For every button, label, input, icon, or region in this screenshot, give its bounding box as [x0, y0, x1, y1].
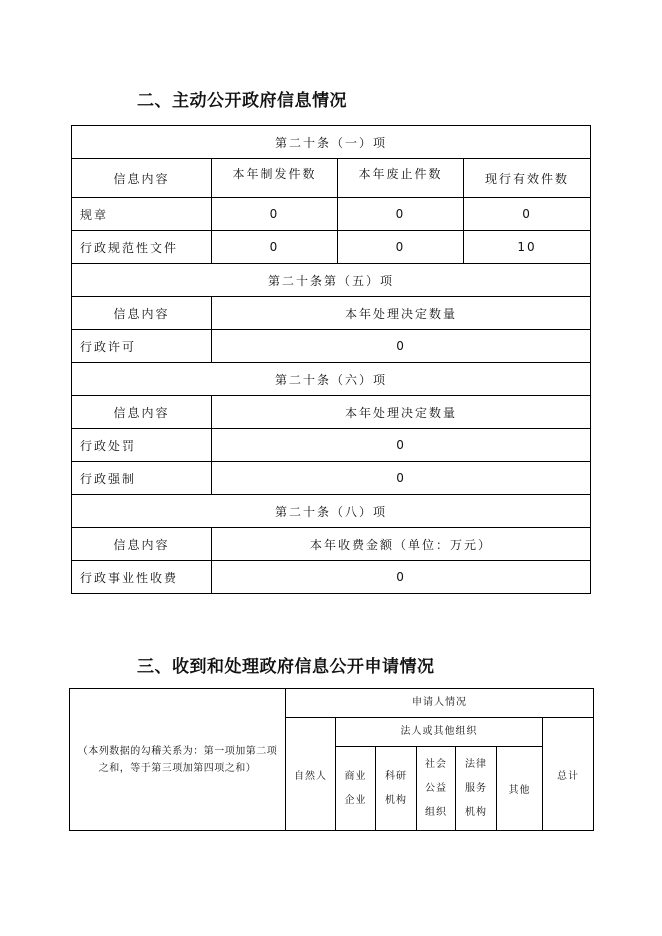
applicant-header: 申请人情况 [286, 689, 594, 718]
social-welfare-org: 社会 公益 组织 [417, 747, 456, 831]
row-valid: 0 [464, 198, 591, 231]
col-info-content: 信息内容 [72, 297, 212, 330]
article20-6-header: 第二十条（六）项 [72, 363, 591, 396]
col-info-content: 信息内容 [72, 159, 212, 198]
row-name: 规章 [72, 198, 212, 231]
research-institution: 科研 机构 [376, 747, 417, 831]
applications-table [69, 688, 594, 831]
col-decisions: 本年处理决定数量 [212, 396, 591, 429]
table-row [72, 561, 591, 594]
total: 总计 [543, 718, 594, 831]
row-valid: 10 [464, 231, 591, 264]
row-issued: 0 [212, 231, 338, 264]
legal-entity-header: 法人或其他组织 [336, 718, 543, 747]
col-info-content: 信息内容 [72, 528, 212, 561]
natural-person: 自然人 [286, 718, 336, 831]
row-name: 行政规范性文件 [72, 231, 212, 264]
col-issued: 本年制发件数 [212, 159, 338, 198]
col-info-content: 信息内容 [72, 396, 212, 429]
article20-5-header: 第二十条第（五）项 [72, 264, 591, 297]
row-issued: 0 [212, 198, 338, 231]
row-name: 行政强制 [72, 462, 212, 495]
row-value: 0 [212, 429, 591, 462]
row-name: 行政处罚 [72, 429, 212, 462]
article20-8-header: 第二十条（八）项 [72, 495, 591, 528]
col-decisions: 本年处理决定数量 [212, 297, 591, 330]
col-abolished: 本年废止件数 [338, 159, 464, 198]
col-valid: 现行有效件数 [464, 159, 591, 198]
row-abolished: 0 [338, 198, 464, 231]
section2-title: 二、主动公开政府信息情况 [137, 91, 347, 111]
row-value: 0 [212, 561, 591, 594]
table-row [72, 429, 591, 462]
relationship-note: （本列数据的勾稽关系为：第一项加第二项之和，等于第三项加第四项之和） [70, 689, 286, 831]
row-abolished: 0 [338, 231, 464, 264]
row-name: 行政许可 [72, 330, 212, 363]
proactive-disclosure-table [71, 125, 591, 594]
col-fee-amount: 本年收费金额（单位：万元） [212, 528, 591, 561]
table-row [72, 462, 591, 495]
row-value: 0 [212, 330, 591, 363]
table-row [72, 198, 591, 231]
row-name: 行政事业性收费 [72, 561, 212, 594]
legal-service-org: 法律 服务 机构 [456, 747, 497, 831]
commercial-enterprise: 商业 企业 [336, 747, 376, 831]
other-org: 其他 [497, 747, 543, 831]
row-value: 0 [212, 462, 591, 495]
table-row [72, 330, 591, 363]
table-row [72, 231, 591, 264]
section3-title: 三、收到和处理政府信息公开申请情况 [137, 657, 435, 677]
article20-1-header: 第二十条（一）项 [72, 126, 591, 159]
